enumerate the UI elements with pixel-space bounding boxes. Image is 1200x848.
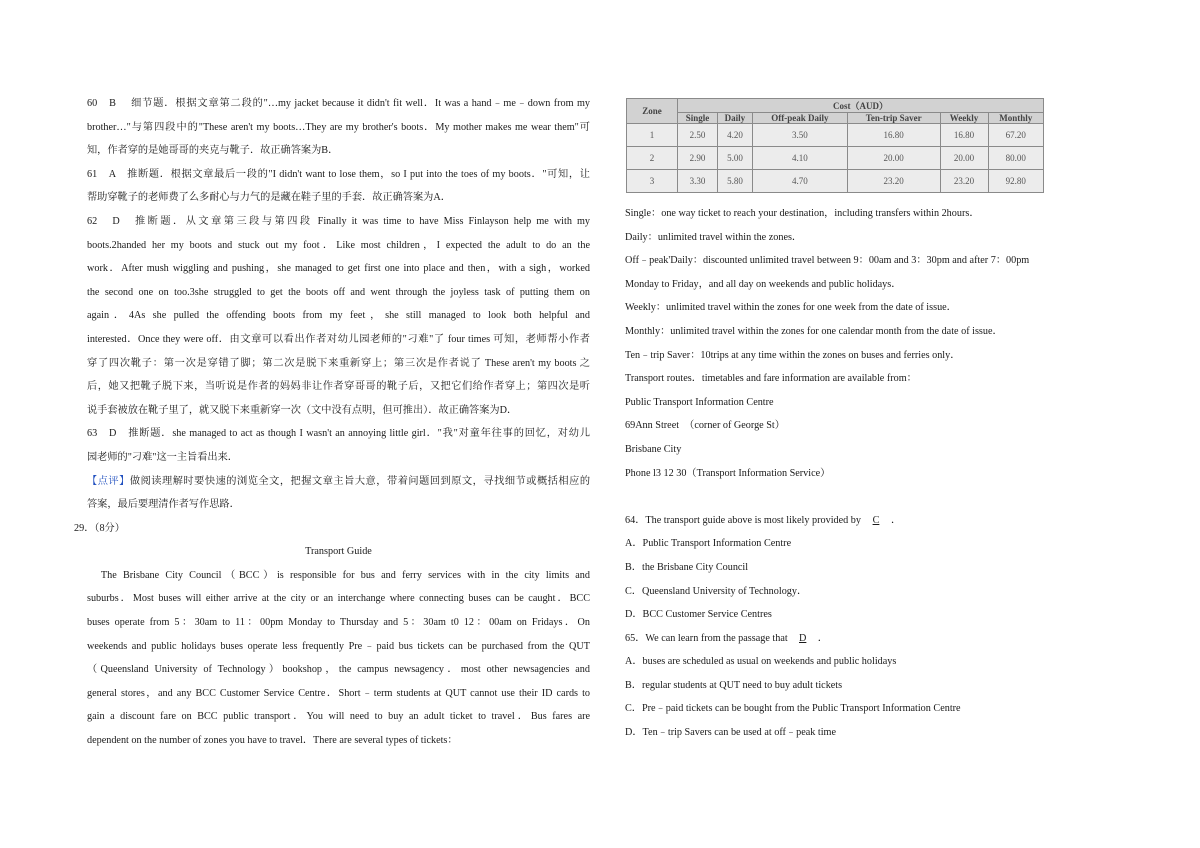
option: A．Public Transport Information Centre [625, 538, 792, 550]
explanation-line: work．After mush wiggling and pushing，she managed to get first one into place and then，with a sigh，worked [87, 263, 590, 275]
fare-cell: 92.80 [988, 170, 1043, 193]
passage-line: weekends and public holidays buses operate less frequently Pre﹣paid bus tickets can be purchased from the QUT [87, 640, 590, 652]
fare-rows [627, 124, 1044, 193]
description-line: Monday to Friday，and all day on weekends and public holidays． [625, 278, 902, 290]
option: D．Ten﹣trip Savers can be used at off﹣peak time [625, 727, 836, 739]
fare-cell: 23.20 [847, 170, 940, 193]
passage-line: general stores，and any BCC Customer Service Centre．Short﹣term students at QUT cannot use their ID cards to [87, 687, 590, 699]
q65-end: ． [817, 632, 828, 644]
q65-options [625, 650, 1055, 744]
fare-cell: 20.00 [940, 147, 988, 170]
questions [625, 485, 1055, 745]
fare-cell: 5.80 [717, 170, 752, 193]
spacer [625, 485, 1055, 509]
description-line: Brisbane City [625, 443, 682, 455]
explanation-line: boots.2handed her my boots and stuck out my foot．Like most children，I expected the adult to do an the [87, 239, 590, 251]
zone-cell: 1 [627, 124, 678, 147]
passage-line: （Queensland University of Technology）bookshop，the campus newsagency．most other newsagencies and [87, 664, 590, 676]
fare-cell: 16.80 [847, 124, 940, 147]
ticket-type-header: Single [678, 113, 718, 124]
explanation-line: 63 D 推断题．she managed to act as though I wasn't an annoying little girl．"我"对童年往事的回忆，对幼儿 [87, 428, 590, 440]
fare-cell: 2.50 [678, 124, 718, 147]
explanation-line: brother…"与第四段中的"These aren't my boots…They are my brother's boots．My mother makes me wear them"可 [87, 121, 590, 133]
fare-cell: 20.00 [847, 147, 940, 170]
explanation-line: 61 A 推断题．根据文章最后一段的"I didn't want to lose them，so I put into the toes of my boots．"可知，让 [87, 168, 590, 180]
q64-options [625, 532, 1055, 626]
comment-text: 做阅读理解时要快速的浏览全文，把握文章主旨大意，带着问题回到原文，寻找细节或概括相应的 [129, 475, 590, 487]
cost-header: Cost（AUD） [678, 99, 1044, 113]
fare-row [627, 170, 1044, 193]
q65-answer: D [799, 632, 807, 644]
ticket-descriptions [625, 202, 1055, 485]
question-65 [625, 627, 1055, 651]
passage-body [87, 564, 590, 753]
description-line: Weekly：unlimited travel within the zones for one week from the date of issue． [625, 302, 957, 314]
explanation-line: 知，作者穿的是她哥哥的夹克与靴子．故正确答案为B． [87, 145, 339, 157]
passage-line: gain a discount fare on BCC public transport．You will need to buy an adult ticket to travel．Bus fares are [87, 711, 590, 723]
ticket-type-header: Off-peak Daily [752, 113, 847, 124]
fare-cell: 16.80 [940, 124, 988, 147]
comment-line [87, 470, 590, 494]
explanation-line: 后，她又把靴子脱下来，当听说是作者的妈妈非让作者穿哥哥的靴子后，又把它们给作者穿上；第四次是听 [87, 381, 590, 393]
description-line: Public Transport Information Centre [625, 396, 774, 408]
description-line: Transport routes．timetables and fare information are available from： [625, 373, 917, 385]
fare-cell: 5.00 [717, 147, 752, 170]
explanation-line: 说手套被放在靴子里了，就又脱下来重新穿一次（文中没有点明，但可推出）．故正确答案为D． [87, 404, 518, 416]
fare-cell: 4.20 [717, 124, 752, 147]
ticket-type-headers [627, 113, 1044, 124]
fare-cell: 4.70 [752, 170, 847, 193]
zone-cell: 2 [627, 147, 678, 170]
fare-cell: 2.90 [678, 147, 718, 170]
explanation-line: 穿了四次靴子：第一次是穿错了脚；第二次是脱下来重新穿上；第三次是作者说了 These aren't my boots 之 [87, 357, 590, 369]
right-column [625, 98, 1055, 745]
fare-cell: 80.00 [988, 147, 1043, 170]
passage-line: suburbs．Most buses will either arrive at the city or an interchange where connecting buses can be caught．BCC [87, 593, 590, 605]
q64-text: 64．The transport guide above is most likely provided by [625, 514, 861, 526]
passage-line: dependent on the number of zones you have to travel．There are several types of tickets： [87, 735, 458, 747]
answer-explanations [87, 92, 590, 470]
q65-text: 65．We can learn from the passage that [625, 632, 788, 644]
description-line: Monthly：unlimited travel within the zones for one calendar month from the date of issue． [625, 325, 1003, 337]
option: A．buses are scheduled as usual on weekends and public holidays [625, 656, 897, 668]
option: B．regular students at QUT need to buy adult tickets [625, 679, 843, 691]
question-29-label: 29．（8分） [74, 522, 125, 534]
fare-cell: 3.30 [678, 170, 718, 193]
option: C．Pre﹣paid tickets can be bought from the Public Transport Information Centre [625, 703, 961, 715]
question-64 [625, 509, 1055, 533]
left-column [74, 92, 590, 753]
ticket-type-header: Ten-trip Saver [847, 113, 940, 124]
ticket-type-header: Weekly [940, 113, 988, 124]
fare-row [627, 124, 1044, 147]
explanation-line: again．4As she pulled the offending boots from my feet，she still managed to look both helpful and [87, 310, 590, 322]
option: B．the Brisbane City Council [625, 561, 749, 573]
fare-cell: 67.20 [988, 124, 1043, 147]
description-line: Single：one way ticket to reach your destination，including transfers within 2hours． [625, 208, 980, 219]
q64-end: ． [890, 514, 902, 526]
passage-line: The Brisbane City Council（BCC）is responsible for bus and ferry services with in the city limits and [87, 569, 590, 581]
explanation-line: 60 B 细节题．根据文章第二段的"…my jacket because it didn't fit well．It was a hand﹣me﹣down from my [87, 98, 590, 109]
ticket-type-header: Monthly [988, 113, 1043, 124]
comment-tag: 【点评】 [87, 475, 130, 487]
explanation-line: interested．Once they were off．由文章可以看出作者对幼儿园老师的"刁难"了 four times 可知，老师帮小作者 [87, 333, 590, 345]
fare-table [626, 98, 1044, 193]
explanation-line: 园老师的"刁难"这一主旨看出来． [87, 451, 238, 463]
zone-cell: 3 [627, 170, 678, 193]
option: C．Queensland University of Technology． [625, 585, 808, 597]
zone-header: Zone [627, 99, 678, 124]
passage-line: buses operate from 5：30am to 11：00pm Monday to Thursday and 5：30am t0 12：00am on Fridays．On [87, 617, 590, 629]
description-line: Daily：unlimited travel within the zones． [625, 231, 803, 243]
fare-table-figure [625, 98, 1055, 194]
explanation-line: the second one on too.3she struggled to get the boots off and went through the joyless task of putting them on [87, 286, 590, 298]
explanation-line: 62 D 推断题．从文章第三段与第四段 Finally it was time to have Miss Finlayson help me with my [87, 215, 590, 227]
fare-cell: 4.10 [752, 147, 847, 170]
passage-title: Transport Guide [305, 546, 372, 558]
explanation-line: 帮助穿靴子的老师费了么多耐心与力气的是藏在鞋子里的手套．故正确答案为A． [87, 192, 451, 204]
ticket-type-header: Daily [717, 113, 752, 124]
option: D．BCC Customer Service Centres [625, 609, 772, 621]
comment-line-2: 答案，最后要理清作者写作思路． [87, 499, 240, 511]
q64-answer: C [872, 514, 880, 526]
description-line: 69Ann Street （corner of George St） [625, 420, 785, 432]
fare-row [627, 147, 1044, 170]
description-line: Off﹣peak'Daily：discounted unlimited travel between 9：00am and 3：30pm and after 7：00pm [625, 255, 1030, 267]
fare-cell: 23.20 [940, 170, 988, 193]
description-line: Ten﹣trip Saver：10trips at any time within the zones on buses and ferries only． [625, 349, 961, 361]
description-line: Phone l3 12 30（Transport Information Service） [625, 467, 831, 479]
fare-cell: 3.50 [752, 124, 847, 147]
